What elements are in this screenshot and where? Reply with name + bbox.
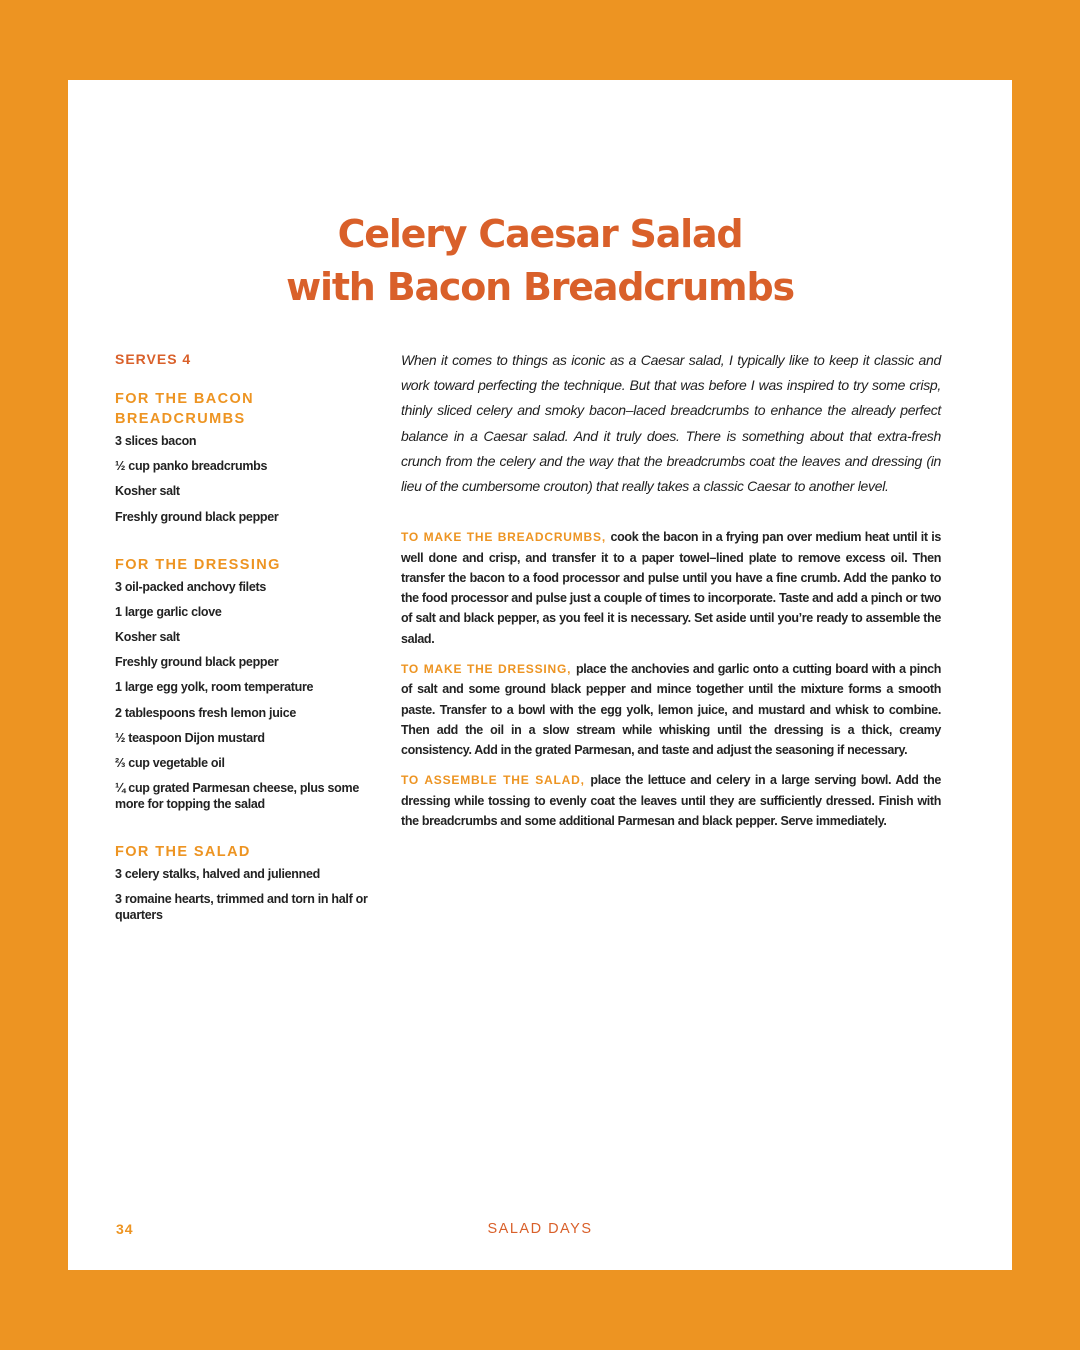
method-step-breadcrumbs [401, 527, 941, 649]
ingredient-section-dressing [115, 555, 370, 813]
recipe-title-line-2: with Bacon Breadcrumbs [286, 265, 794, 309]
ingredient-list [115, 579, 370, 813]
step-lead: TO MAKE THE BREADCRUMBS, [401, 530, 611, 545]
section-heading: FOR THE DRESSING [115, 556, 281, 573]
ingredient-item: ⅔ cup vegetable oil [115, 755, 225, 770]
recipe-intro: When it comes to things as iconic as a Caesar salad, I typically like to keep it classic and work toward perfecting the technique. But that was before I was inspired to try some crisp, thinly sliced celery and smoky bacon–laced breadcrumbs to enhance the already perfect balance in a Caesar salad. And it truly does. There is something about that extra-fresh crunch from the celery and the way that the breadcrumbs coat the leaves and dressing (in lieu of the cumbersome crouton) that really takes a classic Caesar to another level. [401, 352, 941, 495]
method-step-dressing [401, 659, 941, 760]
ingredient-item: 1 large egg yolk, room temperature [115, 680, 314, 695]
recipe-title [68, 208, 1012, 314]
ingredient-item: 3 romaine hearts, trimmed and torn in half or quarters [115, 892, 368, 923]
ingredient-item: Kosher salt [115, 629, 180, 644]
ingredient-item: ½ cup panko breadcrumbs [115, 459, 268, 474]
section-heading: FOR THE SALAD [115, 844, 251, 861]
running-head: SALAD DAYS [487, 1221, 593, 1237]
ingredient-item: Freshly ground black pepper [115, 655, 279, 670]
ingredients-column [115, 346, 370, 932]
step-text: place the anchovies and garlic onto a cutting board with a pinch of salt and some ground black pepper and mince together until the mixture forms a smooth paste. Transfer to a bowl with the egg yolk, lemon juice, and mustard and whisk to combine. Then add the oil in a slow stream while whisking until the dressing is a thick, creamy consistency. Add in the grated Parmesan, and taste and adjust the seasoning if necessary. [401, 662, 942, 758]
ingredient-section-breadcrumbs [115, 389, 370, 525]
step-text: place the lettuce and celery in a large serving bowl. Add the dressing while tossing to evenly coat the leaves until they are sufficiently dressed. Finish with the breadcrumbs and some additional Parmesan and black pepper. Serve immediately. [401, 773, 941, 829]
ingredient-list [115, 866, 370, 923]
ingredient-item: Freshly ground black pepper [115, 509, 279, 524]
ingredient-list [115, 433, 370, 525]
page-number: 34 [116, 1221, 134, 1237]
ingredient-item: 2 tablespoons fresh lemon juice [115, 705, 297, 720]
step-text: cook the bacon in a frying pan over medium heat until it is well done and crisp, and transfer it to a paper towel–lined plate to remove excess oil. Then transfer the bacon to a food processor and pulse until you have a fine crumb. Add the panko to the food processor and pulse just a couple of times to incorporate. Taste and add a pinch or two of salt and black pepper, as you feel it is necessary. Set aside until you’re ready to assemble the salad. [401, 530, 941, 646]
ingredient-section-salad [115, 842, 370, 923]
step-lead: TO ASSEMBLE THE SALAD, [401, 773, 591, 788]
ingredient-item: 3 celery stalks, halved and julienned [115, 867, 320, 882]
ingredient-item: 3 oil-packed anchovy filets [115, 579, 266, 594]
method-step-assemble [401, 770, 941, 831]
ingredient-item: ½ teaspoon Dijon mustard [115, 730, 265, 745]
ingredient-item: Kosher salt [115, 484, 180, 499]
serves-label: SERVES 4 [115, 351, 192, 367]
book-page [68, 80, 1012, 1270]
section-heading: FOR THE BACON BREADCRUMBS [115, 391, 255, 427]
recipe-title-line-1: Celery Caesar Salad [337, 212, 743, 256]
method-column [401, 348, 941, 841]
step-lead: TO MAKE THE DRESSING, [401, 662, 576, 676]
ingredient-item: 3 slices bacon [115, 434, 197, 448]
ingredient-item: 1 large garlic clove [115, 604, 222, 619]
ingredient-item: ¼ cup grated Parmesan cheese, plus some more for topping the salad [115, 781, 359, 812]
